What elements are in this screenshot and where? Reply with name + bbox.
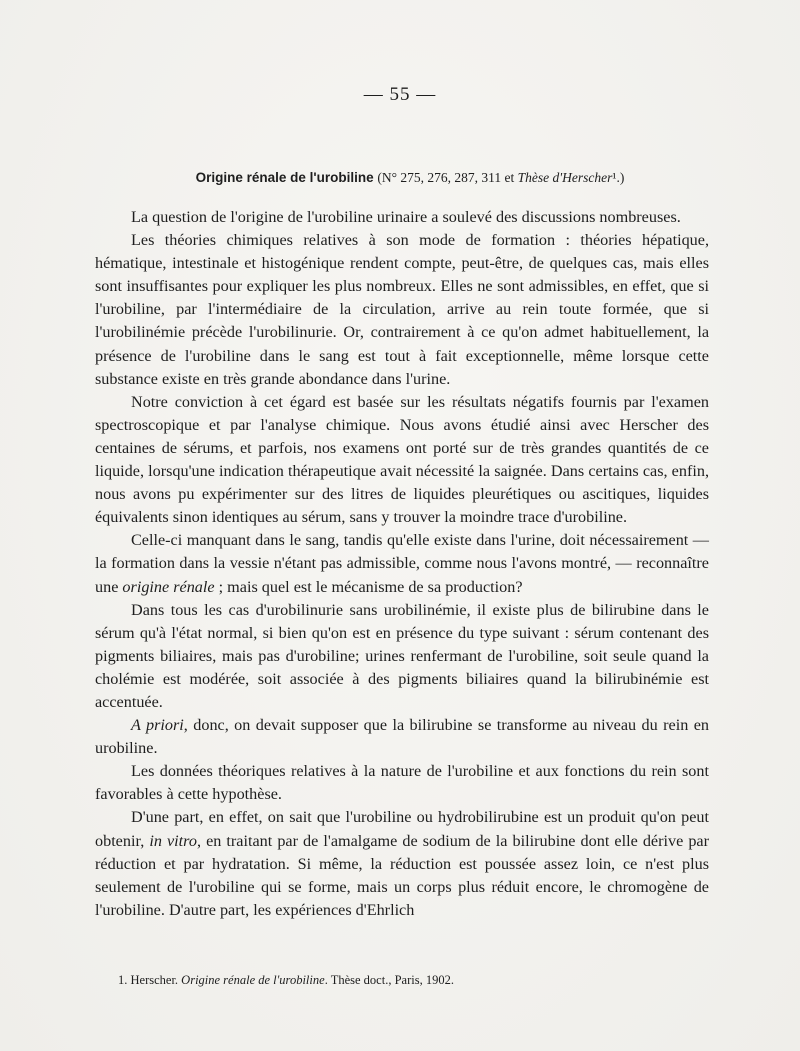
footnote-title: Origine rénale de l'urobiline [181,973,325,987]
paragraph-8-emphasis: in vitro [149,831,197,850]
footnote [118,973,718,988]
paragraph-6 [95,714,709,760]
paragraph-3: Notre conviction à cet égard est basée sur les résultats négatifs fournis par l'examen spectroscopique et par l'analyse chimique. Nous avons étudié ainsi avec Herscher des centaines de sérums, et parfois, nos examens ont porté sur de très grandes quantités de ce liquide, lorsqu'une indication thérapeutique avait nécessité la saignée. Dans certains cas, enfin, nous avons pu expérimenter sur des litres de liquides pleurétiques ou ascitiques, liquides équivalents sinon identiques au sérum, sans y trouver la moindre trace d'urobiline. [95,392,709,527]
page-number: — 55 — [363,84,437,105]
heading-title: Origine rénale de l'urobiline [195,170,374,185]
paragraph-8-part-b: , en traitant par de l'amalgame de sodium de la bilirubine dont elle dérive par réduction et par hydratation. Si même, la réduction est poussée assez loin, ce n'est plus seulement de l'urobiline qui se forme, mais un corps plus réduit encore, le chromogène de l'urobiline. D'autre part, les expériences d'Ehrlich [95,831,710,919]
heading-refs [377,170,624,185]
paragraph-4-emphasis: origine rénale [122,577,215,596]
paragraph-2: Les théories chimiques relatives à son mode de formation : théories hépatique, hématique, intestinale et histogénique rendent compte, peut-être, de quelques cas, mais elles sont insuffisantes pour expliquer les plus nombreux. Elles ne sont admissibles, en effet, que si l'urobiline, par l'intermédiaire de la circulation, arrive au rein toute formée, que si l'urobilinémie précède l'urobilinurie. Or, contrairement à ce qu'on admet habituellement, la présence de l'urobiline dans le sang est tout à fait exceptionnelle, même lorsque cette substance existe en très grande abondance dans l'urine. [95,231,709,388]
paragraph-8-part-a: D'une part, en effet, on sait que l'urobiline ou hydrobilirubine est un produit qu'on peut obtenir, [95,808,709,850]
paragraph-1: La question de l'origine de l'urobiline urinaire a soulevé des discussions nombreuses. [131,208,681,226]
paragraph-8 [95,806,709,921]
paragraph-6-emphasis: A priori [131,716,184,735]
footnote-prefix: 1. Herscher. [118,973,182,987]
paragraph-7: Les données théoriques relatives à la nature de l'urobiline et aux fonctions du rein sont favorables à cette hypothèse. [95,762,709,804]
paragraph-4-part-a: Celle-ci manquant dans le sang, tandis qu'elle existe dans l'urine, doit nécessairement — la formation dans la vessie n'étant pas admissible, comme nous l'avons montré, — reconnaître une [95,531,709,596]
paragraph-6-part-b: , donc, on devait supposer que la bilirubine se transforme au niveau du rein en urobiline. [95,716,709,758]
section-heading [100,170,720,186]
heading-refs-close: ¹.) [612,170,625,185]
heading-refs-open: (N° 275, 276, 287, 311 et [377,170,518,185]
heading-refs-thesis: Thèse d'Herscher [517,170,613,185]
body-text [95,206,709,922]
paragraph-4-part-b: ; mais quel est le mécanisme de sa production? [214,577,523,596]
footnote-suffix: . Thèse doct., Paris, 1902. [324,973,454,987]
paragraph-4 [95,529,709,598]
paragraph-5: Dans tous les cas d'urobilinurie sans urobilinémie, il existe plus de bilirubine dans le sérum qu'à l'état normal, si bien qu'on est en présence du type suivant : sérum contenant des pigments biliaires, mais pas d'urobiline; urines renfermant de l'urobiline, soit seule quand la cholémie est modérée, soit associée à des pigments biliaires quand la bilirubinémie est accentuée. [95,600,709,711]
